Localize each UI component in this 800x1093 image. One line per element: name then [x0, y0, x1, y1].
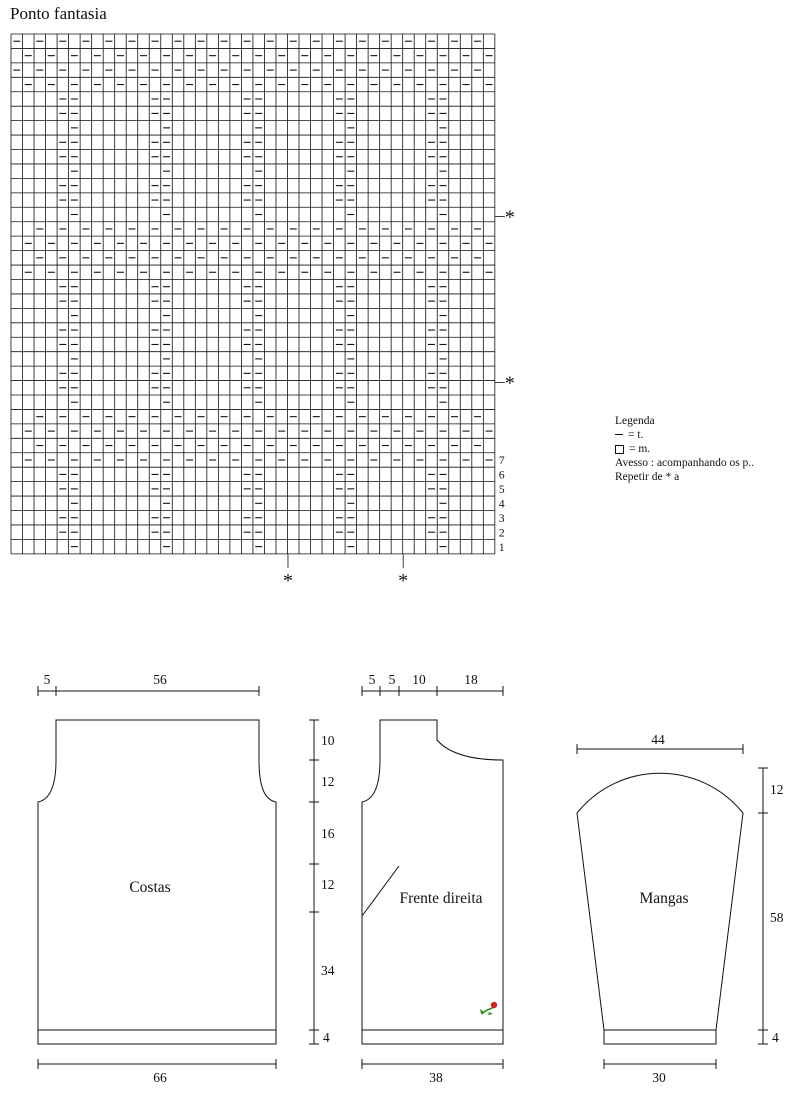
frente-top-5a: 5: [368, 672, 376, 687]
mangas-side-4: 4: [772, 1030, 779, 1045]
legend-note-repeat: Repetir de * a: [615, 471, 680, 483]
mangas-bottom-30: 30: [652, 1070, 666, 1085]
costas-side-12a: 12: [321, 774, 335, 789]
row-number: 1: [498, 541, 505, 554]
costas-side-16: 16: [321, 826, 335, 841]
costas-piece: [38, 686, 319, 1069]
row-number: 3: [498, 512, 505, 525]
repeat-marker-star: *: [282, 569, 293, 592]
repeat-marker-star: *: [504, 206, 515, 229]
frente-top-18: 18: [464, 672, 478, 687]
row-number: 2: [498, 527, 505, 540]
legend-title: Legenda: [615, 415, 655, 427]
frente-pocket-line: [362, 866, 399, 916]
costas-bottom-66: 66: [153, 1070, 167, 1085]
mangas-label: Mangas: [639, 890, 689, 907]
costas-outline: [38, 720, 276, 1030]
frente-label: Frente direita: [399, 890, 483, 907]
repeat-marker-star: *: [398, 569, 409, 592]
frente-top-5b: 5: [388, 672, 396, 687]
mangas-side-12: 12: [770, 782, 784, 797]
legend-purl-text: = t.: [628, 429, 644, 441]
costas-top-56: 56: [153, 672, 167, 687]
row-number: 4: [498, 498, 505, 511]
costas-top-5: 5: [43, 672, 51, 687]
rose-icon: [480, 1002, 497, 1015]
mangas-top-44: 44: [651, 732, 665, 747]
legend-note-wrong-side: Avesso : acompanhando os p..: [615, 457, 755, 469]
page-title: Ponto fantasia: [10, 4, 107, 23]
row-number: 5: [498, 484, 505, 497]
costas-side-34: 34: [321, 963, 335, 978]
frente-ribbing: [362, 1030, 503, 1044]
costas-side-10: 10: [321, 733, 335, 748]
row-number: 6: [498, 469, 505, 482]
repeat-marker-star: *: [504, 372, 515, 395]
mangas-side-58: 58: [770, 910, 784, 925]
costas-label: Costas: [129, 879, 171, 896]
legend-knit-text: = m.: [629, 443, 651, 455]
frente-bottom-38: 38: [429, 1070, 443, 1085]
mangas-ribbing: [604, 1030, 716, 1044]
row-number: 7: [498, 455, 505, 468]
costas-ribbing: [38, 1030, 276, 1044]
costas-side-4: 4: [323, 1030, 330, 1045]
frente-top-10: 10: [412, 672, 426, 687]
frente-outline: [362, 720, 503, 1030]
costas-side-12b: 12: [321, 877, 335, 892]
